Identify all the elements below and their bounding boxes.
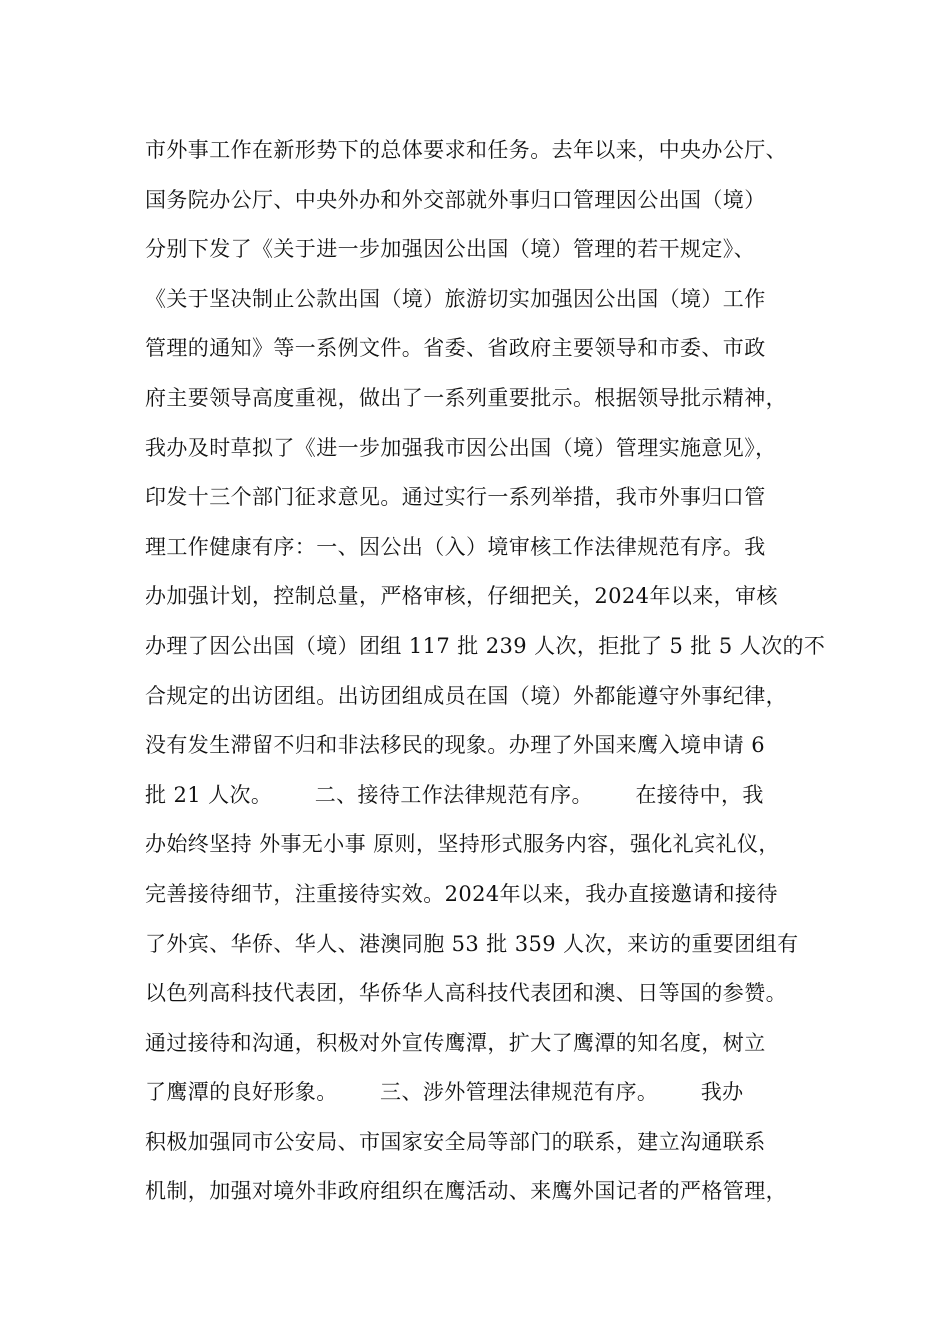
text-line: 批 21 人次。 二、接待工作法律规范有序。 在接待中，我 [145,782,764,807]
text-line: 完善接待细节，注重接待实效。2024年以来，我办直接邀请和接待 [145,881,778,906]
text-line: 了鹰潭的良好形象。 三、涉外管理法律规范有序。 我办 [145,1080,744,1105]
text-line: 办始终坚持 外事无小事 原则，坚持形式服务内容，强化礼宾礼仪， [145,832,780,857]
text-line: 理工作健康有序：一、因公出（入）境审核工作法律规范有序。我 [145,534,766,559]
text-line: 没有发生滞留不归和非法移民的现象。办理了外国来鹰入境申请 6 [145,733,766,758]
text-line: 我办及时草拟了《进一步加强我市因公出国（境）管理实施意见》， [145,435,777,460]
text-line: 《关于坚决制止公款出国（境）旅游切实加强因公出国（境）工作 [145,286,766,311]
text-line: 了外宾、华侨、华人、港澳同胞 53 批 359 人次，来访的重要团组有 [145,931,799,956]
body-text [145,126,835,1217]
text-line: 积极加强同市公安局、市国家安全局等部门的联系，建立沟通联系 [145,1129,766,1154]
text-line: 府主要领导高度重视，做出了一系列重要批示。根据领导批示精神， [145,385,787,410]
text-line: 管理的通知》等一系例文件。省委、省政府主要领导和市委、市政 [145,336,766,361]
text-line: 通过接待和沟通，积极对外宣传鹰潭，扩大了鹰潭的知名度，树立 [145,1030,766,1055]
text-line: 印发十三个部门征求意见。通过实行一系列举措，我市外事归口管 [145,485,766,510]
text-line: 办加强计划，控制总量，严格审核，仔细把关，2024年以来，审核 [145,584,778,609]
text-line: 合规定的出访团组。出访团组成员在国（境）外都能遵守外事纪律， [145,683,787,708]
text-line: 市外事工作在新形势下的总体要求和任务。去年以来，中央办公厅、 [145,138,787,162]
text-line: 分别下发了《关于进一步加强因公出国（境）管理的若干规定》、 [145,237,756,262]
text-line: 机制，加强对境外非政府组织在鹰活动、来鹰外国记者的严格管理， [145,1179,787,1204]
text-line: 国务院办公厅、中央外办和外交部就外事归口管理因公出国（境） [145,187,766,212]
text-line: 办理了因公出国（境）团组 117 批 239 人次，拒批了 5 批 5 人次的不 [145,633,826,658]
text-line: 以色列高科技代表团，华侨华人高科技代表团和澳、日等国的参赞。 [145,981,787,1006]
